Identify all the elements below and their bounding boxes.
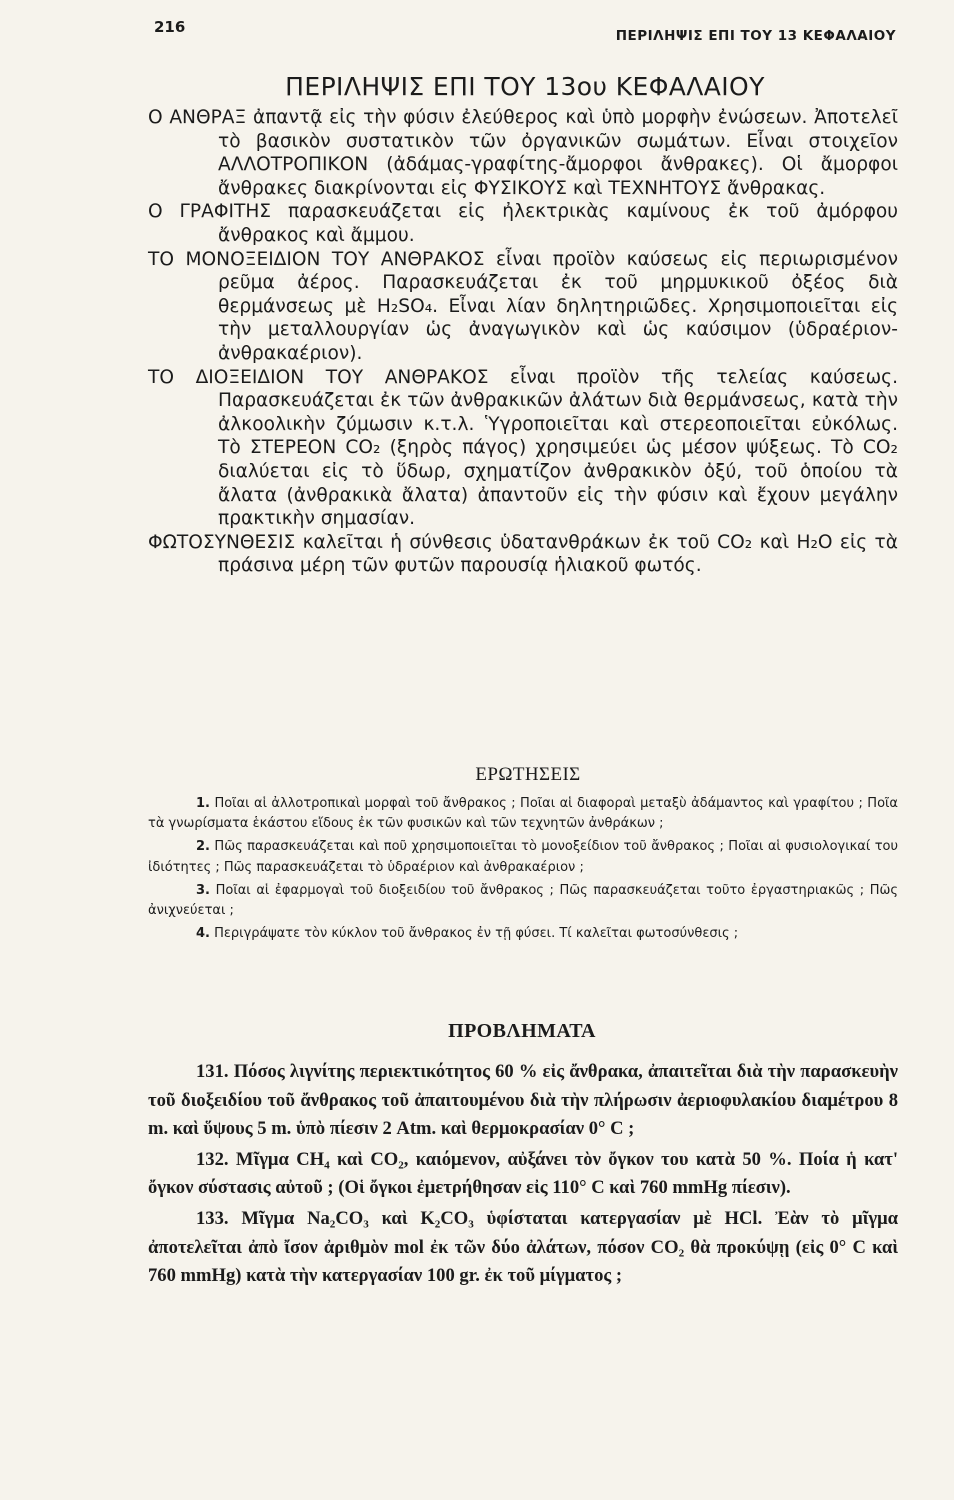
problems-section xyxy=(148,1058,898,1293)
question-number: 3. xyxy=(196,882,210,898)
question-text: Πῶς παρασκευάζεται καὶ ποῦ χρησιμοποιεῖται τὸ μονοξείδιον τοῦ ἄνθρακος ; Ποῖαι αἱ φυσιολογικαί του ἰδιότητες ; Πῶς παρασκευάζεται τὸ ὑδραέριον καὶ ἀνθρακαέριον ; xyxy=(148,839,898,875)
summary-paragraph-photosynthesis: ΦΩΤΟΣΥΝΘΕΣΙΣ καλεῖται ἡ σύνθεσις ὑδατανθράκων ἐκ τοῦ CO₂ καὶ H₂O εἰς τὰ πράσινα μέρη τῶν φυτῶν παρουσίᾳ ἡλιακοῦ φωτός. xyxy=(148,531,898,577)
summary-paragraph-monoxide: ΤΟ ΜΟΝΟΞΕΙΔΙΟΝ ΤΟΥ ΑΝΘΡΑΚΟΣ εἶναι προϊὸν καύσεως εἰς περιωρισμένον ρεῦμα ἀέρος. Παρασκευάζεται ἐκ τοῦ μηρμυκικοῦ ὀξέος διὰ θερμάνσεως μὲ H₂SO₄. Εἶναι λίαν δηλητηριῶδες. Χρησιμοποιεῖται εἰς τὴν μεταλλουργίαν ὡς ἀναγωγικὸν καὶ ὡς καύσιμον (ὑδραέριον-ἀνθρακαέριον). xyxy=(148,248,898,364)
problem-text: Μῖγμα CH₄ καὶ CO₂, καιόμενον, αὐξάνει τὸν ὄγκον του κατὰ 50 %. Ποία ἡ κατ' ὄγκον σύστασις αὐτοῦ ; (Οἱ ὄγκοι ἐμετρήθησαν εἰς 110° C καὶ 760 mmHg πίεσιν). xyxy=(148,1148,898,1199)
question-number: 4. xyxy=(196,926,210,942)
summary-paragraph-carbon: Ο ΑΝΘΡΑΞ ἀπαντᾷ εἰς τὴν φύσιν ἐλεύθερος καὶ ὑπὸ μορφὴν ἐνώσεων. Ἀποτελεῖ τὸ βασικὸν συστατικὸν τῶν ὀργανικῶν σωμάτων. Εἶναι στοιχεῖον ΑΛΛΟΤΡΟΠΙΚΟΝ (ἀδάμας-γραφίτης-ἄμορφοι ἄνθρακες). Οἱ ἄμορφοι ἄνθρακες διακρίνονται εἰς ΦΥΣΙΚΟΥΣ καὶ ΤΕΧΝΗΤΟΥΣ ἄνθρακας. xyxy=(148,107,898,199)
questions-section xyxy=(148,794,898,947)
summary-title: ΠΕΡΙΛΗΨΙΣ ΕΠΙ ΤΟΥ 13ου ΚΕΦΑΛΑΙΟΥ xyxy=(285,72,765,101)
questions-title: ΕΡΩΤΗΣΕΙΣ xyxy=(475,764,581,785)
problem-number: 132. xyxy=(196,1148,229,1170)
question-item xyxy=(148,837,898,877)
running-header: ΠΕΡΙΛΗΨΙΣ ΕΠΙ ΤΟΥ 13 ΚΕΦΑΛΑΙΟΥ xyxy=(615,28,896,44)
problem-item xyxy=(148,1058,898,1144)
question-number: 1. xyxy=(196,796,210,811)
question-text: Ποῖαι αἱ ἐφαρμογαὶ τοῦ διοξειδίου τοῦ ἄνθρακος ; Πῶς παρασκευάζεται τοῦτο ἐργαστηριακῶς ; Πῶς ἀνιχνεύεται ; xyxy=(148,882,898,919)
question-number: 2. xyxy=(196,839,210,855)
summary-paragraph-dioxide: ΤΟ ΔΙΟΞΕΙΔΙΟΝ ΤΟΥ ΑΝΘΡΑΚΟΣ εἶναι προϊὸν τῆς τελείας καύσεως. Παρασκευάζεται ἐκ τῶν ἀνθρακικῶν ἀλάτων διὰ θερμάνσεως, κατὰ τὴν ἀλκοολικὴν ζύμωσιν κ.τ.λ. Ὑγροποιεῖται καὶ στερεοποιεῖται εὐκόλως. Τὸ ΣΤΕΡΕΟΝ CO₂ (ξηρὸς πάγος) χρησιμεύει ὡς μέσον ψύξεως. Τὸ CO₂ διαλύεται εἰς τὸ ὕδωρ, σχηματίζον ἀνθρακικὸν ὀξύ, τοῦ ὁποίου τὰ ἄλατα (ἀνθρακικὰ ἄλατα) ἀπαντοῦν εἰς τὴν φύσιν καὶ ἔχουν μεγάλην πρακτικὴν σημασίαν. xyxy=(148,366,898,530)
question-item xyxy=(148,794,898,834)
problems-title: ΠΡΟΒΛΗΜΑΤΑ xyxy=(448,1020,596,1042)
problem-number: 131. xyxy=(196,1061,229,1082)
problem-text: Μῖγμα Na₂CO₃ καὶ K₂CO₃ ὑφίσταται κατεργασίαν μὲ HCl. Ἐὰν τὸ μῖγμα ἀποτελεῖται ἀπὸ ἴσον ἀριθμὸν mol ἐκ τῶν δύο ἀλάτων, πόσον CO₂ θὰ προκύψῃ (εἰς 0° C καὶ 760 mmHg) κατὰ τὴν κατεργασίαν 100 gr. ἐκ τοῦ μίγματος ; xyxy=(148,1207,898,1287)
summary-paragraph-graphite: Ο ΓΡΑΦΙΤΗΣ παρασκευάζεται εἰς ἠλεκτρικὰς καμίνους ἐκ τοῦ ἀμόρφου ἄνθρακος καὶ ἄμμου. xyxy=(148,201,898,246)
problem-item xyxy=(148,1146,898,1203)
question-text: Ποῖαι αἱ ἀλλοτροπικαὶ μορφαὶ τοῦ ἄνθρακος ; Ποῖαι αἱ διαφοραὶ μεταξὺ ἀδάμαντος καὶ γραφίτου ; Ποῖα τὰ γνωρίσματα ἑκάστου εἴδους ἐκ τῶν φυσικῶν καὶ τῶν τεχνητῶν ἀνθράκων ; xyxy=(148,796,898,832)
question-item xyxy=(148,881,898,921)
summary-section xyxy=(148,106,898,578)
problem-item xyxy=(148,1205,898,1291)
problem-text: Πόσος λιγνίτης περιεκτικότητος 60 % εἰς ἄνθρακα, ἀπαιτεῖται διὰ τὴν παρασκευὴν τοῦ διοξειδίου τοῦ ἄνθρακος τοῦ ἀπαιτουμένου διὰ τὴν πλήρωσιν ἀεριοφυλακίου διαμέτρου 8 m. καὶ ὕψους 5 m. ὑπὸ πίεσιν 2 Atm. καὶ θερμοκρασίαν 0° C ; xyxy=(148,1061,898,1140)
question-item xyxy=(148,924,898,944)
problem-number: 133. xyxy=(196,1207,229,1229)
page-number: 216 xyxy=(154,18,186,36)
question-text: Περιγράψατε τὸν κύκλον τοῦ ἄνθρακος ἐν τῇ φύσει. Τί καλεῖται φωτοσύνθεσις ; xyxy=(214,926,739,942)
